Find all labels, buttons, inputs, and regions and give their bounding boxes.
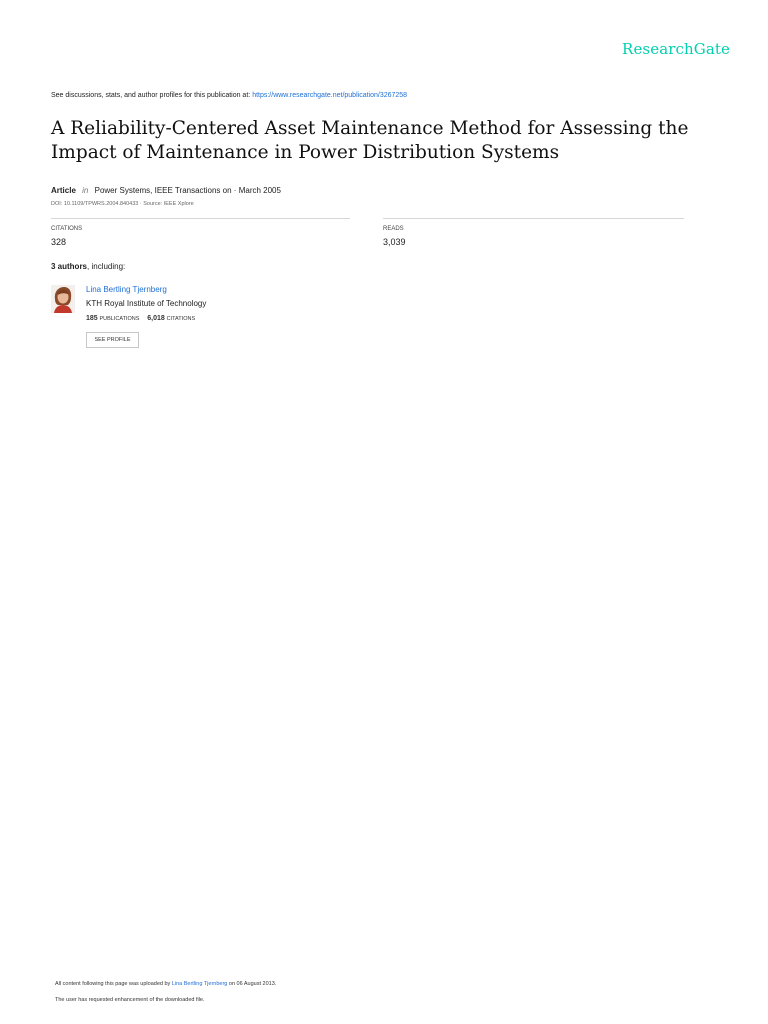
upload-prefix: All content following this page was uploaded by bbox=[55, 981, 171, 987]
enhancement-note: The user has requested enhancement of the downloaded file. bbox=[55, 997, 205, 1003]
publication-link[interactable]: https://www.researchgate.net/publication/3267258 bbox=[252, 92, 408, 99]
author-institution: KTH Royal Institute of Technology bbox=[86, 299, 207, 308]
author-avatar[interactable] bbox=[51, 285, 75, 313]
discussions-line bbox=[51, 92, 407, 99]
author-stats bbox=[86, 315, 201, 322]
authors-heading bbox=[51, 262, 125, 271]
upload-suffix: on 06 August 2013. bbox=[228, 981, 277, 987]
paper-date: March 2005 bbox=[238, 186, 281, 195]
reads-value: 3,039 bbox=[383, 237, 406, 247]
citations-label: CITATIONS bbox=[51, 226, 83, 232]
authors-count: 3 authors bbox=[51, 262, 88, 271]
authors-including: , including: bbox=[87, 262, 126, 271]
uploader-link[interactable]: Lina Bertling Tjernberg bbox=[171, 981, 228, 987]
date-separator: · bbox=[233, 186, 237, 195]
reads-label: READS bbox=[383, 226, 404, 232]
upload-note bbox=[55, 981, 276, 987]
paper-title: A Reliability-Centered Asset Maintenance Method for Assessing the Impact of Maintenance in Power Distribution Systems bbox=[51, 118, 689, 163]
author-citations-label: CITATIONS bbox=[166, 316, 196, 322]
reads-divider bbox=[383, 218, 684, 219]
citations-divider bbox=[51, 218, 350, 219]
citations-value: 328 bbox=[51, 237, 67, 247]
doi-line: DOI: 10.1109/TPWRS.2004.840433 · Source: IEEE Xplore bbox=[51, 201, 194, 207]
researchgate-logo[interactable]: ResearchGate bbox=[622, 40, 730, 58]
paper-venue: Power Systems, IEEE Transactions on bbox=[94, 186, 232, 195]
author-photo-icon bbox=[51, 285, 75, 313]
author-citations-count: 6,018 bbox=[147, 315, 165, 322]
paper-type: Article bbox=[51, 186, 76, 195]
in-label: in bbox=[82, 186, 89, 195]
author-publications-count: 185 bbox=[86, 315, 98, 322]
see-profile-button[interactable]: SEE PROFILE bbox=[86, 332, 139, 348]
author-publications-label: PUBLICATIONS bbox=[99, 316, 140, 322]
paper-meta bbox=[51, 186, 281, 195]
discussions-text: See discussions, stats, and author profiles for this publication at: bbox=[51, 92, 251, 99]
author-name-link[interactable]: Lina Bertling Tjernberg bbox=[86, 285, 167, 294]
